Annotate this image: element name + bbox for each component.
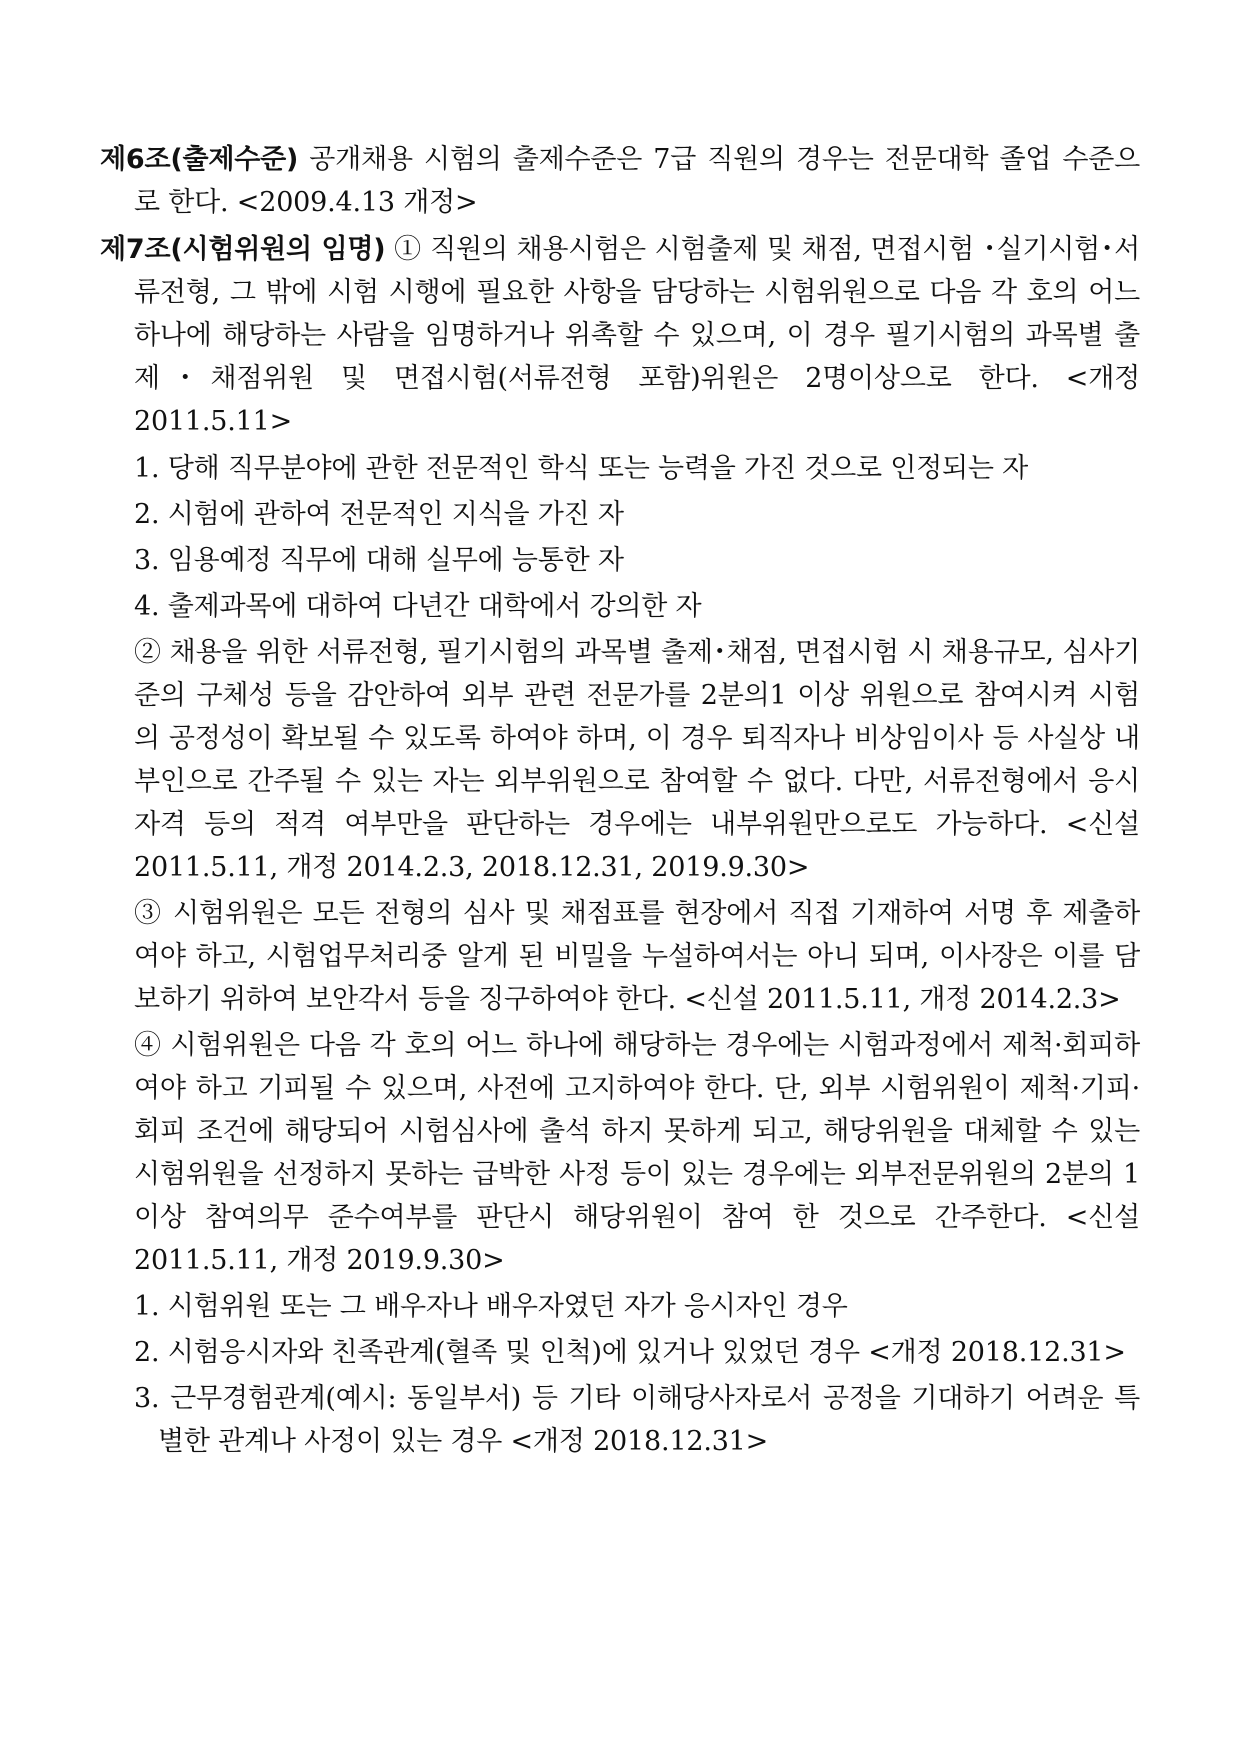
article-6 — [100, 138, 1140, 224]
article-6-body: 공개채용 시험의 출제수준은 7급 직원의 경우는 전문대학 졸업 수준으로 한다. <2009.4.13 개정> — [134, 144, 1140, 218]
article-7-paragraph-4: ④ 시험위원은 다음 각 호의 어느 하나에 해당하는 경우에는 시험과정에서 제척·회피하여야 하고 기피될 수 있으며, 사전에 고지하여야 한다. 단, 외부 시험위원이 제척·기피·회피 조건에 해당되어 시험심사에 출석 하지 못하게 되고, 해당위원을 대체할 수 있는 시험위원을 선정하지 못하는 급박한 사정 등이 있는 경우에는 외부전문위원의 2분의 1이상 참여의무 준수여부를 판단시 해당위원이 참여 한 것으로 간주한다. <신설 2011.5.11, 개정 2019.9.30> — [134, 1030, 1140, 1276]
article-7-paragraph-3: ③ 시험위원은 모든 전형의 심사 및 채점표를 현장에서 직접 기재하여 서명 후 제출하여야 하고, 시험업무처리중 알게 된 비밀을 누설하여서는 아니 되며, 이사장은 이를 담보하기 위하여 보안각서 등을 징구하여야 한다. <신설 2011.5.11, 개정 2014.2.3> — [134, 898, 1140, 1015]
article-7-para-1-text: ① 직원의 채용시험은 시험출제 및 채점, 면접시험 ･실기시험･서류전형, 그 밖에 시험 시행에 필요한 사항을 담당하는 시험위원으로 다음 각 호의 어느 하나에 해당하는 사람을 임명하거나 위촉할 수 있으며, 이 경우 필기시험의 과목별 출제･채점위원 및 면접시험(서류전형 포함)위원은 2명이상으로 한다. <개정 2011.5.11> — [134, 234, 1140, 437]
article-7-paragraph-1 — [100, 228, 1140, 443]
article-7-title: 제7조(시험위원의 임명) — [100, 234, 386, 265]
list-item: 3. 임용예정 직무에 대해 실무에 능통한 자 — [134, 545, 624, 576]
list-item: 2. 시험에 관하여 전문적인 지식을 가진 자 — [134, 499, 624, 530]
article-6-title: 제6조(출제수준) — [100, 144, 299, 175]
list-item: 4. 출제과목에 대하여 다년간 대학에서 강의한 자 — [134, 591, 702, 622]
list-item: 1. 시험위원 또는 그 배우자나 배우자였던 자가 응시자인 경우 — [134, 1291, 848, 1322]
article-7-paragraph-2: ② 채용을 위한 서류전형, 필기시험의 과목별 출제･채점, 면접시험 시 채용규모, 심사기준의 구체성 등을 감안하여 외부 관련 전문가를 2분의1 이상 위원으로 참여시켜 시험의 공정성이 확보될 수 있도록 하여야 하며, 이 경우 퇴직자나 비상임이사 등 사실상 내부인으로 간주될 수 있는 자는 외부위원으로 참여할 수 없다. 다만, 서류전형에서 응시자격 등의 적격 여부만을 판단하는 경우에는 내부위원만으로도 가능하다. <신설 2011.5.11, 개정 2014.2.3, 2018.12.31, 2019.9.30> — [134, 637, 1140, 883]
list-item: 2. 시험응시자와 친족관계(혈족 및 인척)에 있거나 있었던 경우 <개정 2018.12.31> — [134, 1337, 1126, 1368]
list-item: 1. 당해 직무분야에 관한 전문적인 학식 또는 능력을 가진 것으로 인정되는 자 — [134, 453, 1029, 484]
document-page — [100, 138, 1140, 1466]
list-item: 3. 근무경험관계(예시: 동일부서) 등 기타 이해당사자로서 공정을 기대하기 어려운 특별한 관계나 사정이 있는 경우 <개정 2018.12.31> — [134, 1383, 1140, 1457]
